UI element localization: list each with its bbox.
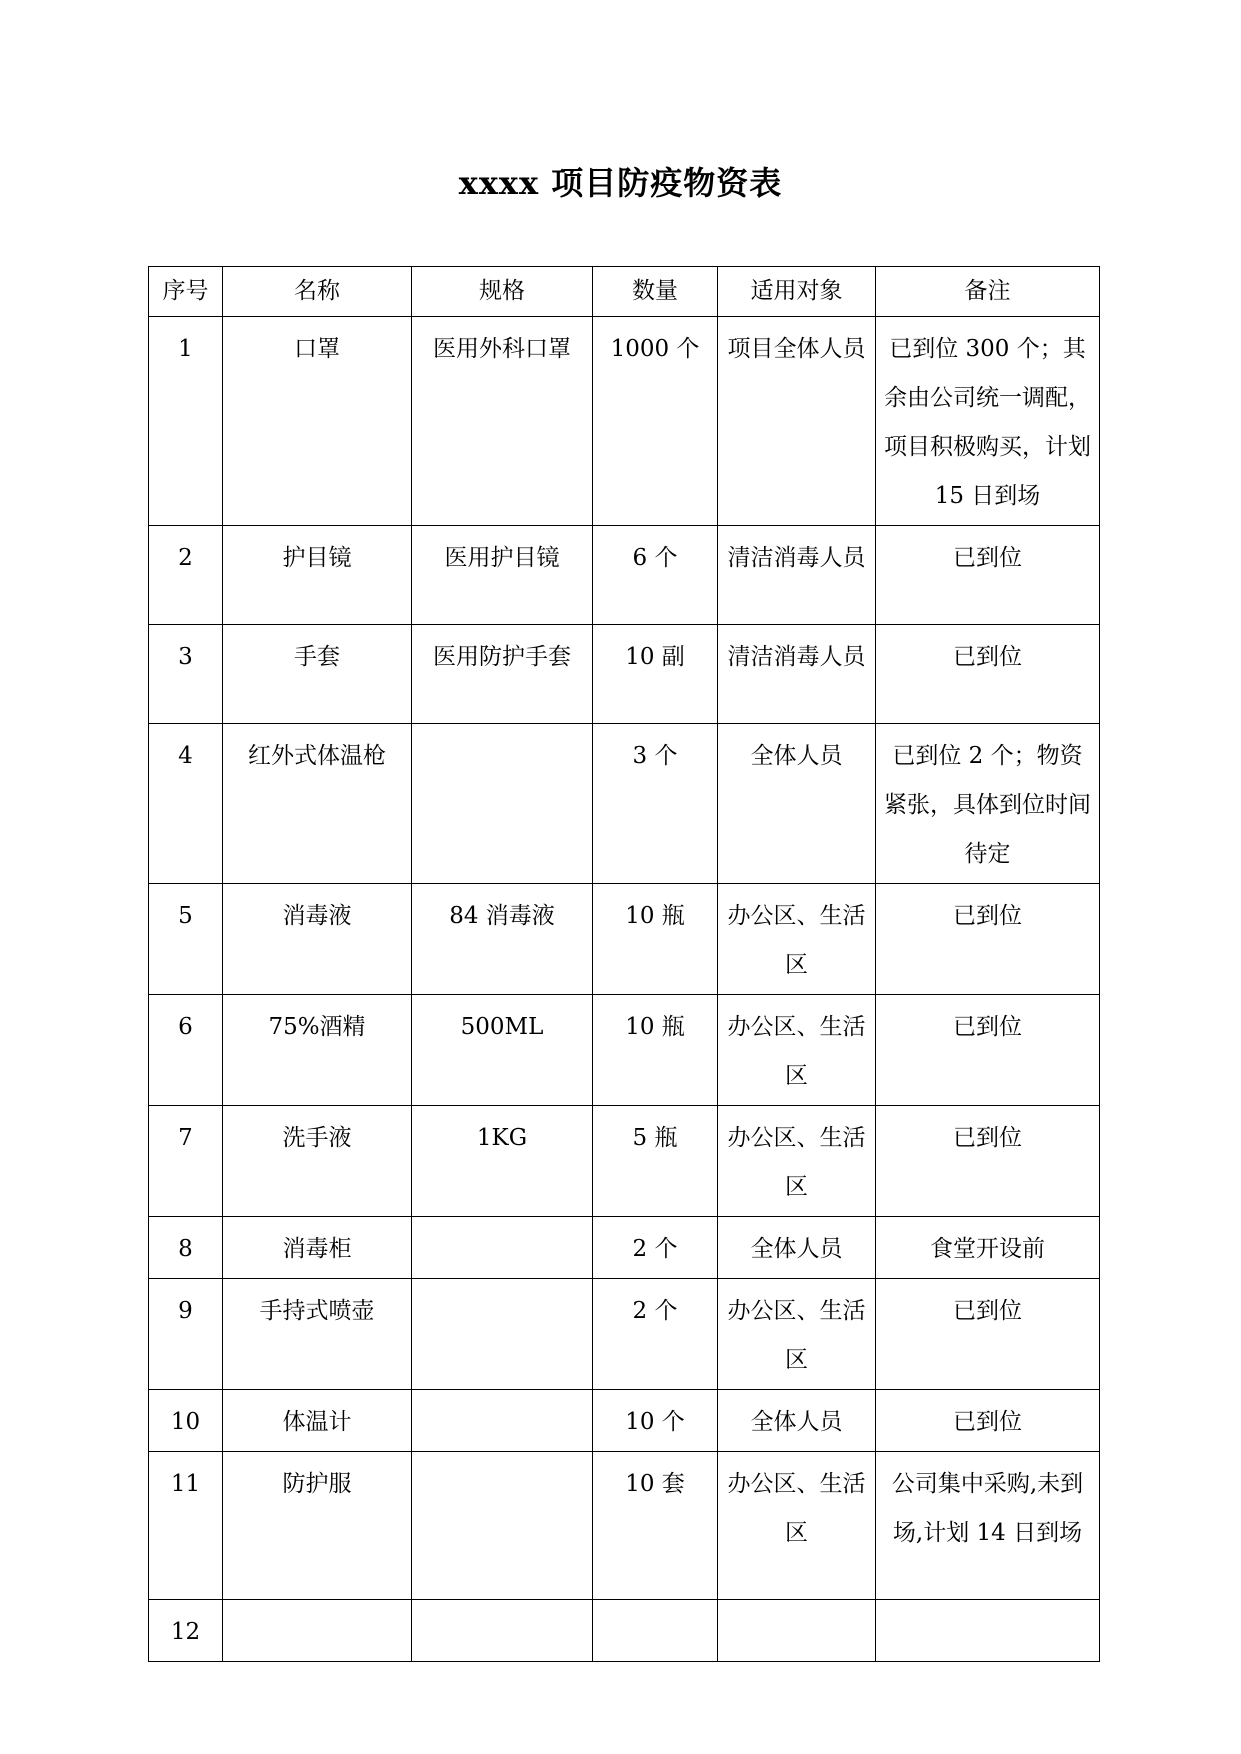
cell-note: 食堂开设前 [876, 1217, 1100, 1279]
cell-target: 项目全体人员 [718, 317, 876, 526]
cell-spec [412, 1452, 593, 1600]
table-row [149, 884, 1100, 995]
table-row [149, 526, 1100, 625]
table-row [149, 724, 1100, 884]
cell-note [876, 1600, 1100, 1662]
supplies-table [148, 266, 1100, 1662]
cell-no: 2 [149, 526, 223, 625]
cell-name: 体温计 [223, 1390, 412, 1452]
header-qty: 数量 [593, 267, 718, 317]
cell-note: 公司集中采购,未到场,计划 14 日到场 [876, 1452, 1100, 1600]
table-row [149, 1390, 1100, 1452]
cell-target: 办公区、生活区 [718, 884, 876, 995]
cell-note: 已到位 [876, 625, 1100, 724]
cell-qty: 6 个 [593, 526, 718, 625]
cell-name: 消毒柜 [223, 1217, 412, 1279]
cell-spec [412, 724, 593, 884]
cell-qty: 3 个 [593, 724, 718, 884]
cell-name: 消毒液 [223, 884, 412, 995]
cell-target: 办公区、生活区 [718, 1452, 876, 1600]
cell-name: 防护服 [223, 1452, 412, 1600]
cell-target: 办公区、生活区 [718, 995, 876, 1106]
cell-no: 6 [149, 995, 223, 1106]
cell-target: 全体人员 [718, 1390, 876, 1452]
cell-no: 5 [149, 884, 223, 995]
cell-target: 办公区、生活区 [718, 1279, 876, 1390]
cell-qty: 1000 个 [593, 317, 718, 526]
cell-qty: 10 个 [593, 1390, 718, 1452]
table-row [149, 995, 1100, 1106]
cell-name: 口罩 [223, 317, 412, 526]
cell-spec: 500ML [412, 995, 593, 1106]
cell-name: 洗手液 [223, 1106, 412, 1217]
cell-name: 手持式喷壶 [223, 1279, 412, 1390]
cell-no: 8 [149, 1217, 223, 1279]
cell-spec [412, 1390, 593, 1452]
cell-name: 红外式体温枪 [223, 724, 412, 884]
cell-no: 11 [149, 1452, 223, 1600]
document-title: xxxx 项目防疫物资表 [458, 164, 783, 202]
cell-target: 办公区、生活区 [718, 1106, 876, 1217]
cell-note: 已到位 300 个；其余由公司统一调配，项目积极购买，计划 15 日到场 [876, 317, 1100, 526]
table-row [149, 1106, 1100, 1217]
cell-spec [412, 1279, 593, 1390]
cell-target: 清洁消毒人员 [718, 526, 876, 625]
header-no: 序号 [149, 267, 223, 317]
cell-note: 已到位 [876, 995, 1100, 1106]
cell-qty: 2 个 [593, 1217, 718, 1279]
header-target: 适用对象 [718, 267, 876, 317]
cell-spec: 1KG [412, 1106, 593, 1217]
cell-target [718, 1600, 876, 1662]
cell-target: 清洁消毒人员 [718, 625, 876, 724]
cell-note: 已到位 [876, 1279, 1100, 1390]
cell-note: 已到位 [876, 884, 1100, 995]
cell-spec: 医用护目镜 [412, 526, 593, 625]
cell-spec [412, 1217, 593, 1279]
cell-qty: 10 套 [593, 1452, 718, 1600]
table-row [149, 1279, 1100, 1390]
cell-name: 手套 [223, 625, 412, 724]
cell-name: 护目镜 [223, 526, 412, 625]
cell-note: 已到位 [876, 1106, 1100, 1217]
cell-spec [412, 1600, 593, 1662]
cell-note: 已到位 [876, 1390, 1100, 1452]
cell-note: 已到位 [876, 526, 1100, 625]
header-spec: 规格 [412, 267, 593, 317]
cell-qty: 10 瓶 [593, 995, 718, 1106]
header-note: 备注 [876, 267, 1100, 317]
cell-spec: 医用防护手套 [412, 625, 593, 724]
cell-qty: 5 瓶 [593, 1106, 718, 1217]
cell-name: 75%酒精 [223, 995, 412, 1106]
cell-no: 4 [149, 724, 223, 884]
cell-no: 10 [149, 1390, 223, 1452]
cell-spec: 医用外科口罩 [412, 317, 593, 526]
table-row [149, 317, 1100, 526]
cell-name [223, 1600, 412, 1662]
cell-target: 全体人员 [718, 724, 876, 884]
table-row [149, 1452, 1100, 1600]
cell-qty: 10 瓶 [593, 884, 718, 995]
cell-no: 7 [149, 1106, 223, 1217]
header-name: 名称 [223, 267, 412, 317]
cell-qty: 10 副 [593, 625, 718, 724]
cell-note: 已到位 2 个；物资紧张，具体到位时间待定 [876, 724, 1100, 884]
cell-no: 3 [149, 625, 223, 724]
cell-target: 全体人员 [718, 1217, 876, 1279]
table-row [149, 1217, 1100, 1279]
table-header-row [149, 267, 1100, 317]
table-row [149, 1600, 1100, 1662]
cell-qty [593, 1600, 718, 1662]
table-row [149, 625, 1100, 724]
cell-qty: 2 个 [593, 1279, 718, 1390]
cell-no: 1 [149, 317, 223, 526]
cell-spec: 84 消毒液 [412, 884, 593, 995]
cell-no: 9 [149, 1279, 223, 1390]
cell-no: 12 [149, 1600, 223, 1662]
